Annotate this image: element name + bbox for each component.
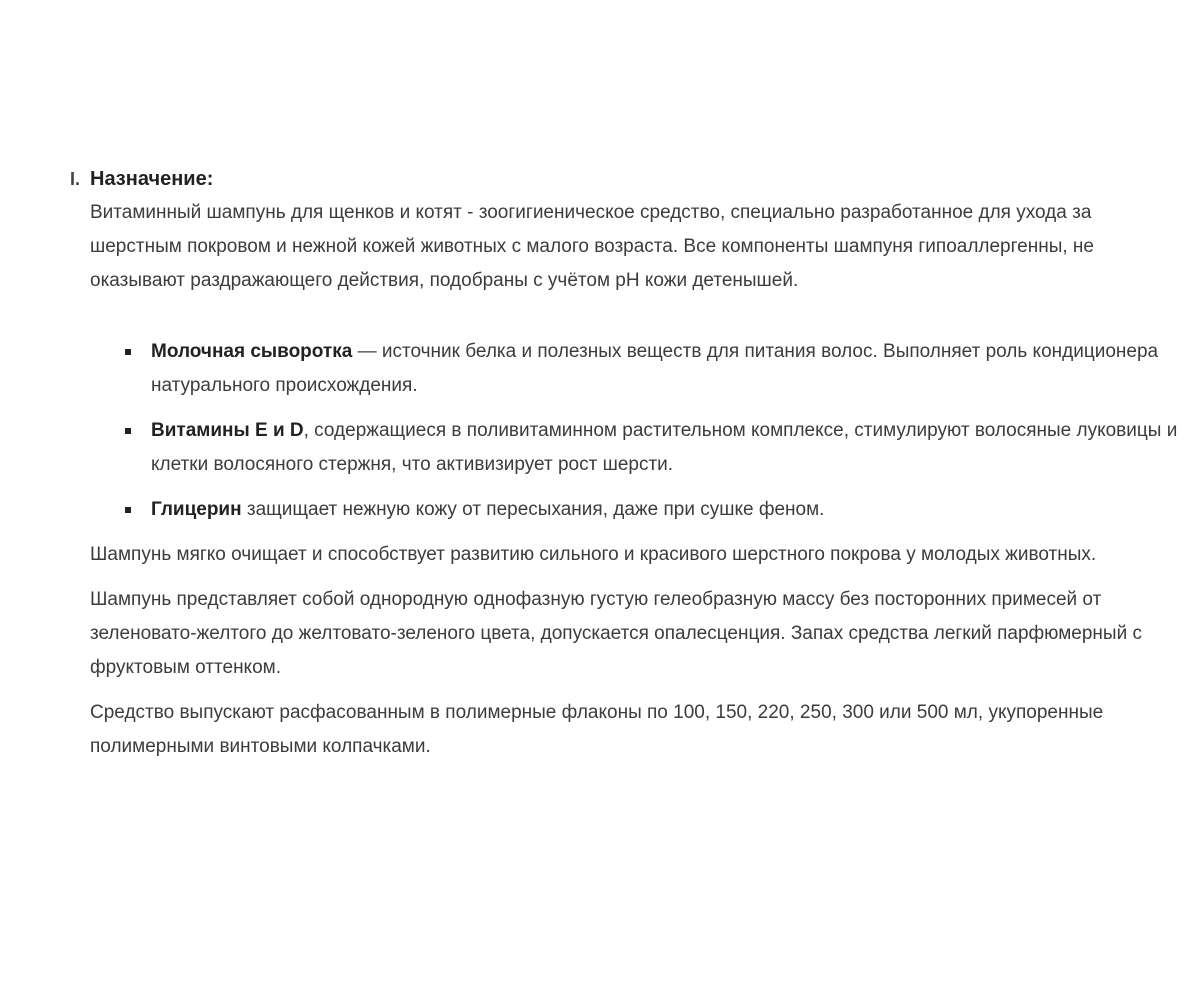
list-item: [90, 335, 1180, 403]
ingredient-name: Глицерин: [151, 499, 242, 520]
ingredient-description: защищает нежную кожу от пересыхания, даже при сушке феном.: [241, 499, 825, 520]
square-bullet-icon: [125, 428, 131, 434]
ingredients-list: [90, 335, 1180, 527]
ingredient-description: , содержащиеся в поливитаминном растительном комплексе, стимулируют волосяные луковицы и клетки волосяного стержня, что активизирует рост шерсти.: [151, 420, 1178, 475]
ingredient-name: Молочная сыворотка: [151, 341, 353, 362]
square-bullet-icon: [125, 507, 131, 513]
cleansing-paragraph: Шампунь мягко очищает и способствует развитию сильного и красивого шерстного покрова у молодых животных.: [90, 544, 1097, 565]
list-item: [90, 493, 1180, 527]
list-item: [90, 414, 1180, 482]
ingredient-name: Витамины E и D: [151, 420, 304, 441]
intro-paragraph: Витаминный шампунь для щенков и котят - зоогигиеническое средство, специально разработанное для ухода за шерстным покровом и нежной кожей животных с малого возраста. Все компоненты шампуня гипоаллергенны, не оказывают раздражающего действия, подобраны с учётом pH кожи детенышей.: [90, 202, 1094, 291]
appearance-paragraph: Шампунь представляет собой однородную однофазную густую гелеобразную массу без посторонних примесей от зеленовато-желтого до желтовато-зеленого цвета, допускается опалесценция. Запах средства легкий парфюмерный с фруктовым оттенком.: [90, 589, 1142, 678]
ingredient-description: — источник белка и полезных веществ для питания волос. Выполняет роль кондиционера натурального происхождения.: [151, 341, 1159, 396]
purpose-section: [70, 162, 1180, 764]
section-heading: [70, 162, 1180, 196]
packaging-paragraph: Средство выпускают расфасованным в полимерные флаконы по 100, 150, 220, 250, 300 или 500 мл, укупоренные полимерными винтовыми колпачками.: [90, 702, 1104, 757]
square-bullet-icon: [125, 349, 131, 355]
section-number: I.: [70, 169, 81, 189]
section-title: Назначение:: [90, 168, 214, 190]
section-body: [90, 196, 1180, 764]
